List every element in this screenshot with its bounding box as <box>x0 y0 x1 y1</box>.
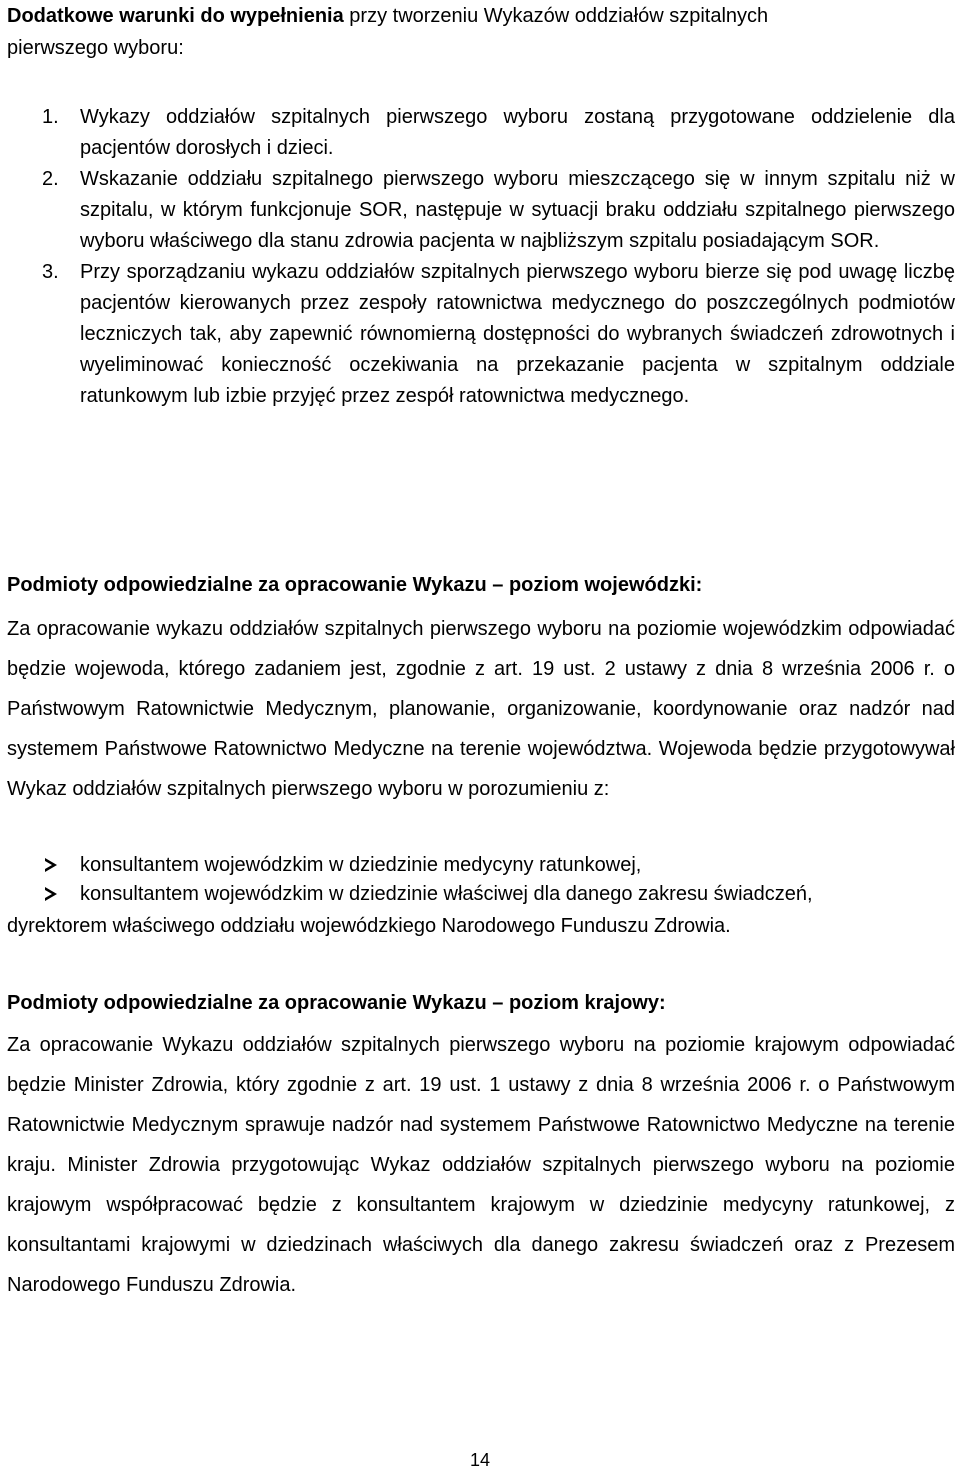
bullet-text: konsultantem wojewódzkim w dziedzinie właściwej dla danego zakresu świadczeń, <box>80 883 813 905</box>
bullet-text: konsultantem wojewódzkim w dziedzinie medycyny ratunkowej, <box>80 854 642 876</box>
voivodeship-heading: Podmioty odpowiedzialne za opracowanie Wykazu – poziom wojewódzki: <box>7 574 703 596</box>
condition-number: 1. <box>42 106 59 128</box>
national-paragraph: Za opracowanie Wykazu oddziałów szpitalnych pierwszego wyboru na poziomie krajowym odpowiadać będzie Minister Zdrowia, który zgodnie z art. 19 ust. 1 ustawy z dnia 8 września 2006 r. o Państwowym Ratownictwie Medycznym sprawuje nadzór nad systemem Państwowe Ratownictwo Medyczne na terenie kraju. Minister Zdrowia przygotowując Wykaz oddziałów szpitalnych pierwszego wyboru na poziomie krajowym współpracować będzie z konsultantem krajowym w dziedzinie medycyny ratunkowej, z konsultantami krajowymi w dziedzinach właściwych dla danego zakresu świadczeń oraz z Prezesem Narodowego Funduszu Zdrowia. <box>7 1034 955 1296</box>
arrow-bullet-icon <box>45 887 57 901</box>
condition-text: Wykazy oddziałów szpitalnych pierwszego wyboru zostaną przygotowane oddzielenie dla pacjentów dorosłych i dzieci. <box>80 106 955 159</box>
intro-line-2: pierwszego wyboru: <box>7 37 184 59</box>
condition-item-3 <box>0 257 955 412</box>
arrow-bullet-icon <box>45 858 57 872</box>
conditions-list <box>0 102 960 412</box>
condition-text: Przy sporządzaniu wykazu oddziałów szpitalnych pierwszego wyboru bierze się pod uwagę liczbę pacjentów kierowanych przez zespoły ratownictwa medycznego do poszczególnych podmiotów leczniczych tak, aby zapewnić równomierną dostępności do wybranych świadczeń zdrowotnych i wyeliminować konieczność oczekiwania na przekazanie pacjenta w szpitalnym oddziale ratunkowym lub izbie przyjęć przez zespół ratownictwa medycznego. <box>80 261 955 407</box>
intro-rest: przy tworzeniu Wykazów oddziałów szpitalnych <box>343 5 769 27</box>
voivodeship-bullet-2 <box>0 878 960 910</box>
page-number: 14 <box>469 1450 491 1470</box>
voivodeship-bullet-1 <box>0 849 960 881</box>
intro-line-1 <box>7 0 955 32</box>
national-heading: Podmioty odpowiedzialne za opracowanie Wykazu – poziom krajowy: <box>7 992 666 1014</box>
condition-item-2 <box>0 164 955 257</box>
condition-text: Wskazanie oddziału szpitalnego pierwszego wyboru mieszczącego się w innym szpitalu niż w szpitalu, w którym funkcjonuje SOR, następuje w sytuacji braku oddziału szpitalnego pierwszego wyboru właściwego dla stanu zdrowia pacjenta w najbliższym szpitalu posiadającym SOR. <box>80 168 955 252</box>
voivodeship-paragraph: Za opracowanie wykazu oddziałów szpitalnych pierwszego wyboru na poziomie wojewódzkim odpowiadać będzie wojewoda, którego zadaniem jest, zgodnie z art. 19 ust. 2 ustawy z dnia 8 września 2006 r. o Państwowym Ratownictwie Medycznym, planowanie, organizowanie, koordynowanie oraz nadzór nad systemem Państwowe Ratownictwo Medyczne na terenie województwa. Wojewoda będzie przygotowywał Wykaz oddziałów szpitalnych pierwszego wyboru w porozumieniu z: <box>7 618 955 800</box>
voivodeship-closing: dyrektorem właściwego oddziału wojewódzkiego Narodowego Funduszu Zdrowia. <box>7 915 731 937</box>
condition-number: 3. <box>42 261 59 283</box>
condition-item-1 <box>0 102 955 164</box>
intro-bold: Dodatkowe warunki do wypełnienia <box>7 5 344 27</box>
intro-paragraph <box>7 0 955 64</box>
condition-number: 2. <box>42 168 59 190</box>
